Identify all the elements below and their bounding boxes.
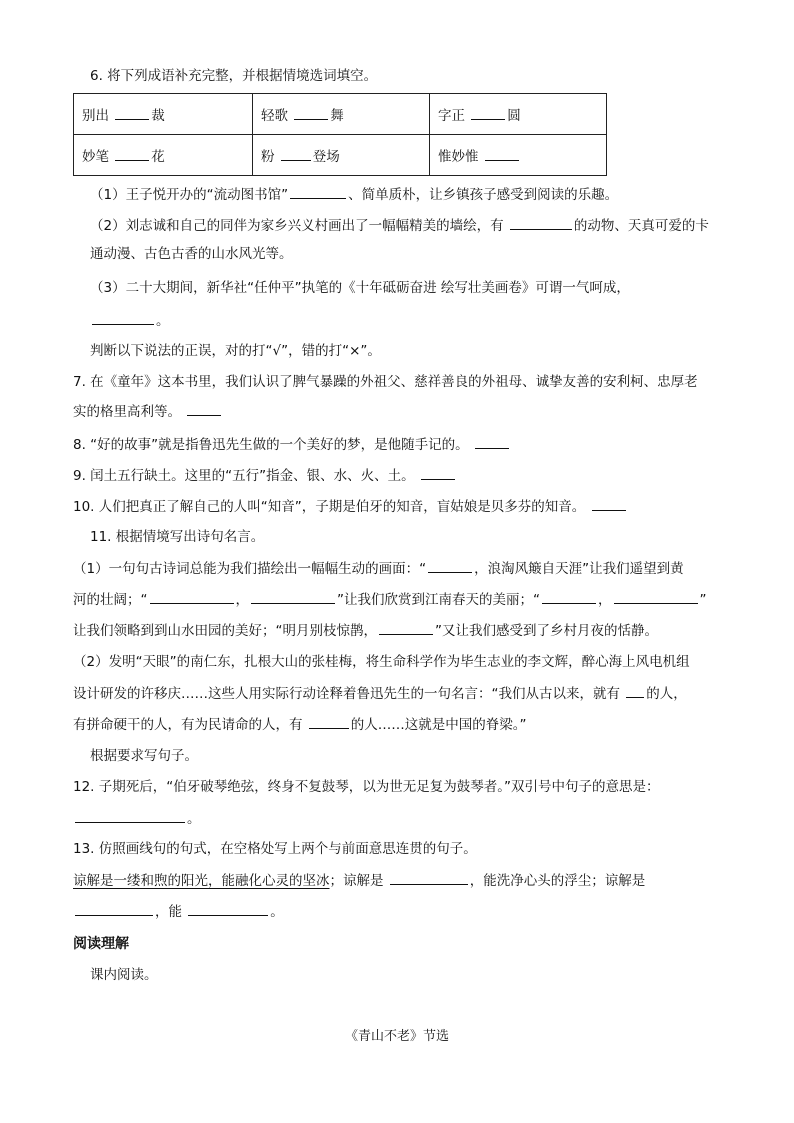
answer-blank[interactable] [309,714,349,729]
table-row [74,94,607,135]
answer-blank[interactable] [510,215,572,230]
answer-blank[interactable] [626,683,644,698]
q13: 13. 仿照画线句的句式，在空格处写上两个与前面意思连贯的句子。 [73,841,477,857]
q6-sub3: （3）二十大期间，新华社“任仲平”执笔的《十年砥砺奋进 绘写壮美画卷》可谓一气呵成， [90,280,630,296]
q6-instruction: 6. 将下列成语补充完整，并根据情境选词填空。 [90,68,378,84]
q11-p2-cont: 设计研发的许移庆……这些人用实际行动诠释着鲁迅先生的一句名言：“我们从古以来，就有 的人， [73,683,687,704]
rewrite-instruction: 根据要求写句子。 [90,748,198,764]
q12-answer: 。 [73,808,201,829]
answer-blank[interactable] [115,146,149,161]
q11-p1: （1）一句句古诗词总能为我们描绘出一幅幅生动的画面：“ ，浪淘风簸自天涯”让我们遥望到黄 [73,558,684,579]
answer-blank[interactable] [390,870,468,885]
answer-blank[interactable] [75,808,185,823]
passage-title: 《青山不老》节选 [344,1029,449,1044]
answer-blank[interactable] [421,465,455,480]
answer-blank[interactable] [294,105,328,120]
answer-blank[interactable] [592,496,626,511]
answer-blank[interactable] [290,184,346,199]
q11-p2: （2）发明“天眼”的南仁东，扎根大山的张桂梅，将生命科学作为毕生志业的李文辉，醉心海上风电机组 [73,654,690,670]
q8: 8. “好的故事”就是指鲁迅先生做的一个美好的梦，是他随手记的。 [73,434,511,455]
q10: 10. 人们把真正了解自己的人叫“知音”，子期是伯牙的知音，盲姑娘是贝多芬的知音。 [73,496,628,517]
idiom-cell: 别出 裁 [74,94,253,135]
idiom-cell: 粉 登场 [253,135,430,176]
idiom-cell: 轻歌 舞 [253,94,430,135]
answer-blank[interactable] [428,558,472,573]
idiom-cell: 字正 圆 [430,94,607,135]
answer-blank[interactable] [75,901,153,916]
q11-p1-end: 让我们领略到到山水田园的美好；“明月别枝惊鹊， ”又让我们感受到了乡村月夜的恬静。 [73,620,658,641]
answer-blank[interactable] [614,589,698,604]
underlined-sentence: 谅解是一缕和煦的阳光，能融化心灵的坚冰 [73,873,330,889]
idiom-table [73,93,607,176]
q11-p2-end: 有拼命硬干的人，有为民请命的人，有 的人……这就是中国的脊梁。” [73,714,527,735]
q6-sub1: （1）王子悦开办的“流动图书馆” 、简单质朴，让乡镇孩子感受到阅读的乐趣。 [90,184,618,205]
idiom-cell: 惟妙惟 [430,135,607,176]
q6-sub3-answer: 。 [90,310,170,331]
q12: 12. 子期死后，“伯牙破琴绝弦，终身不复鼓琴，以为世无足复为鼓琴者。”双引号中句子的意思是： [73,779,660,795]
answer-blank[interactable] [187,401,221,416]
answer-blank[interactable] [188,901,268,916]
answer-blank[interactable] [475,434,509,449]
q11-p1-cont: 河的壮阔；“ ， ”让我们欣赏到江南春天的美丽；“ ， ” [73,589,707,610]
judge-instruction: 判断以下说法的正误，对的打“√”，错的打“×”。 [90,343,381,359]
q6-sub2-cont: 通动漫、古色古香的山水风光等。 [90,246,293,262]
answer-blank[interactable] [251,589,335,604]
reading-instruction: 课内阅读。 [90,967,158,983]
answer-blank[interactable] [92,310,154,325]
answer-blank[interactable] [379,620,433,635]
answer-blank[interactable] [485,146,519,161]
q9: 9. 闰土五行缺土。这里的“五行”指金、银、水、火、土。 [73,465,457,486]
idiom-cell: 妙笔 花 [74,135,253,176]
table-row [74,135,607,176]
q11-instruction: 11. 根据情境写出诗句名言。 [90,529,265,545]
answer-blank[interactable] [115,105,149,120]
answer-blank[interactable] [281,146,311,161]
q13-sentence: 谅解是一缕和煦的阳光，能融化心灵的坚冰；谅解是 ，能洗净心头的浮尘；谅解是 [73,870,645,891]
q13-cont: ，能 。 [73,901,284,922]
answer-blank[interactable] [471,105,505,120]
answer-blank[interactable] [150,589,234,604]
q7-cont: 实的格里高利等。 [73,401,223,422]
q6-sub2: （2）刘志诚和自己的同伴为家乡兴义村画出了一幅幅精美的墙绘，有 的动物、天真可爱的卡 [90,215,709,236]
section-title: 阅读理解 [73,936,129,952]
q7: 7. 在《童年》这本书里，我们认识了脾气暴躁的外祖父、慈祥善良的外祖母、诚挚友善的安利柯、忠厚老 [73,374,698,390]
answer-blank[interactable] [542,589,596,604]
